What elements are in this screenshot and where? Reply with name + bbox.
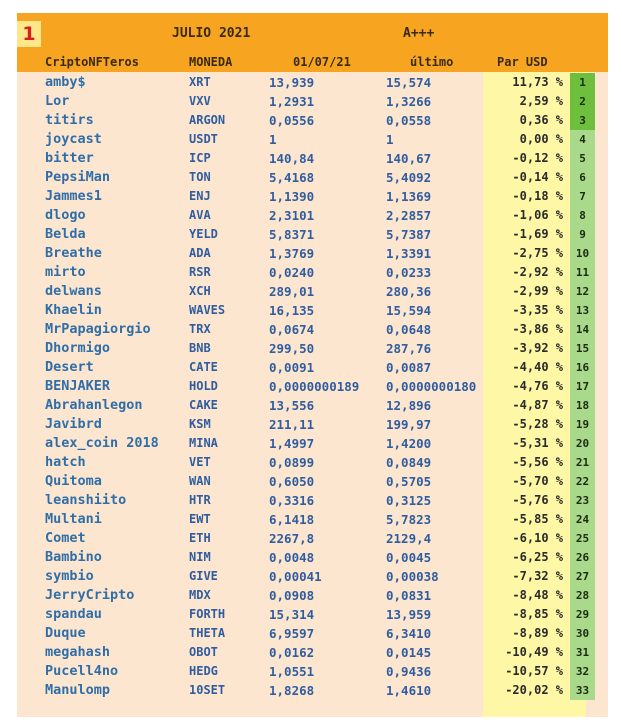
start-price: 211,11 — [269, 417, 315, 432]
table-row — [17, 586, 608, 605]
pct-change: -10,49 % — [505, 645, 563, 659]
rank-number: 16 — [575, 361, 590, 374]
player-name: mirto — [45, 264, 86, 280]
table-row — [17, 624, 608, 643]
rank-number: 4 — [579, 133, 586, 146]
coin-symbol: ICP — [189, 151, 211, 165]
start-price: 0,6050 — [269, 474, 315, 489]
coin-symbol: CAKE — [189, 398, 218, 412]
pct-change: -2,99 % — [512, 284, 563, 298]
start-price: 0,0000000189 — [269, 379, 360, 394]
table-row — [17, 358, 608, 377]
pct-change: -1,69 % — [512, 227, 563, 241]
last-price: 0,00038 — [386, 569, 439, 584]
pct-change: -0,14 % — [512, 170, 563, 184]
table-row — [17, 491, 608, 510]
coin-symbol: HTR — [189, 493, 211, 507]
start-price: 1,4997 — [269, 436, 315, 451]
pct-change: -4,87 % — [512, 398, 563, 412]
player-name: bitter — [45, 150, 94, 166]
table-row — [17, 206, 608, 225]
title-bar — [17, 13, 608, 51]
pct-change: -5,76 % — [512, 493, 563, 507]
player-name: hatch — [45, 454, 86, 470]
start-price: 13,939 — [269, 75, 315, 90]
player-name: Breathe — [45, 245, 102, 261]
pct-change: -7,32 % — [512, 569, 563, 583]
last-price: 5,7387 — [386, 227, 432, 242]
table-row — [17, 567, 608, 586]
coin-symbol: THETA — [189, 626, 226, 640]
rank-number: 24 — [575, 513, 590, 526]
player-name: megahash — [45, 644, 111, 660]
pct-change: 0,36 % — [519, 113, 563, 127]
rank-number: 20 — [575, 437, 590, 450]
last-price: 0,0831 — [386, 588, 432, 603]
coin-symbol: NIM — [189, 550, 211, 564]
pct-change: -5,31 % — [512, 436, 563, 450]
last-price: 199,97 — [386, 417, 432, 432]
last-price: 1 — [386, 132, 394, 147]
last-price: 0,3125 — [386, 493, 432, 508]
coin-symbol: BNB — [189, 341, 211, 355]
table-row — [17, 244, 608, 263]
rank-badge: 1 — [17, 21, 41, 47]
table-row — [17, 453, 608, 472]
coin-symbol: ENJ — [189, 189, 211, 203]
player-name: Abrahanlegon — [45, 397, 143, 413]
player-name: Javibrd — [45, 416, 102, 432]
last-price: 2,2857 — [386, 208, 432, 223]
table-row — [17, 396, 608, 415]
start-price: 1,8268 — [269, 683, 315, 698]
rank-number: 21 — [575, 456, 590, 469]
last-price: 5,4092 — [386, 170, 432, 185]
table-row — [17, 529, 608, 548]
table-row — [17, 111, 608, 130]
player-name: Duque — [45, 625, 86, 641]
coin-symbol: AVA — [189, 208, 211, 222]
rank-number: 10 — [575, 247, 590, 260]
start-price: 1 — [269, 132, 277, 147]
coin-symbol: VET — [189, 455, 211, 469]
pct-change: -8,89 % — [512, 626, 563, 640]
start-price: 1,0551 — [269, 664, 315, 679]
coin-symbol: TRX — [189, 322, 211, 336]
player-name: Lor — [45, 93, 70, 109]
coin-symbol: VXV — [189, 94, 211, 108]
pct-change: -8,85 % — [512, 607, 563, 621]
last-price: 13,959 — [386, 607, 432, 622]
rank-number: 15 — [575, 342, 590, 355]
pct-change: -5,70 % — [512, 474, 563, 488]
pct-change: -3,86 % — [512, 322, 563, 336]
rank-number: 32 — [575, 665, 590, 678]
pct-change: -20,02 % — [505, 683, 563, 697]
last-price: 287,76 — [386, 341, 432, 356]
coin-symbol: USDT — [189, 132, 218, 146]
rank-number: 33 — [575, 684, 590, 697]
pct-change: -4,76 % — [512, 379, 563, 393]
rank-number: 13 — [575, 304, 590, 317]
table-row — [17, 168, 608, 187]
player-name: PepsiMan — [45, 169, 111, 185]
rank-number: 9 — [579, 228, 586, 241]
table-row — [17, 662, 608, 681]
start-price: 6,9597 — [269, 626, 315, 641]
last-price: 280,36 — [386, 284, 432, 299]
rank-number: 14 — [575, 323, 590, 336]
table-row — [17, 225, 608, 244]
table-row — [17, 320, 608, 339]
start-price: 0,0048 — [269, 550, 315, 565]
month-title: JULIO 2021 — [172, 26, 251, 41]
table-row — [17, 643, 608, 662]
pct-change: -3,35 % — [512, 303, 563, 317]
player-name: dlogo — [45, 207, 86, 223]
last-price: 5,7823 — [386, 512, 432, 527]
last-price: 12,896 — [386, 398, 432, 413]
player-name: delwans — [45, 283, 102, 299]
start-price: 15,314 — [269, 607, 315, 622]
player-name: Dhormigo — [45, 340, 111, 356]
start-price: 0,0240 — [269, 265, 315, 280]
last-price: 6,3410 — [386, 626, 432, 641]
start-price: 1,1390 — [269, 189, 315, 204]
rank-number: 25 — [575, 532, 590, 545]
table-row — [17, 472, 608, 491]
coin-symbol: 10SET — [189, 683, 226, 697]
start-price: 299,50 — [269, 341, 315, 356]
coin-symbol: YELD — [189, 227, 218, 241]
rank-number: 6 — [579, 171, 586, 184]
coin-symbol: CATE — [189, 360, 218, 374]
rating-label: A+++ — [403, 26, 435, 41]
start-price: 5,8371 — [269, 227, 315, 242]
start-price: 0,0556 — [269, 113, 315, 128]
header-pct: Par USD — [497, 55, 548, 69]
player-name: Belda — [45, 226, 86, 242]
last-price: 140,67 — [386, 151, 432, 166]
rank-number: 26 — [575, 551, 590, 564]
start-price: 13,556 — [269, 398, 315, 413]
pct-change: -1,06 % — [512, 208, 563, 222]
rank-number: 19 — [575, 418, 590, 431]
rank-number: 8 — [579, 209, 586, 222]
last-price: 2129,4 — [386, 531, 432, 546]
player-name: spandau — [45, 606, 102, 622]
table-row — [17, 681, 608, 700]
player-name: leanshiito — [45, 492, 127, 508]
coin-symbol: XRT — [189, 75, 211, 89]
player-name: MrPapagiorgio — [45, 321, 151, 337]
header-start: 01/07/21 — [293, 55, 351, 69]
coin-symbol: ARGON — [189, 113, 226, 127]
player-name: joycast — [45, 131, 102, 147]
player-name: Manulomp — [45, 682, 111, 698]
start-price: 0,0091 — [269, 360, 315, 375]
last-price: 0,0648 — [386, 322, 432, 337]
pct-change: -0,18 % — [512, 189, 563, 203]
header-coin: MONEDA — [189, 55, 233, 69]
coin-symbol: WAVES — [189, 303, 226, 317]
player-name: titirs — [45, 112, 94, 128]
coin-symbol: ETH — [189, 531, 211, 545]
pct-change: -8,48 % — [512, 588, 563, 602]
rank-number: 11 — [575, 266, 590, 279]
pct-change: 2,59 % — [519, 94, 563, 108]
last-price: 15,574 — [386, 75, 432, 90]
rank-number: 28 — [575, 589, 590, 602]
pct-change: -5,28 % — [512, 417, 563, 431]
pct-change: -6,10 % — [512, 531, 563, 545]
last-price: 0,9436 — [386, 664, 432, 679]
rank-number: 18 — [575, 399, 590, 412]
table-row — [17, 301, 608, 320]
coin-symbol: HEDG — [189, 664, 218, 678]
start-price: 0,0908 — [269, 588, 315, 603]
table-row — [17, 605, 608, 624]
start-price: 2267,8 — [269, 531, 315, 546]
coin-symbol: OBOT — [189, 645, 218, 659]
coin-symbol: KSM — [189, 417, 211, 431]
pct-change: -5,85 % — [512, 512, 563, 526]
pct-change: -5,56 % — [512, 455, 563, 469]
rank-number: 29 — [575, 608, 590, 621]
player-name: BENJAKER — [45, 378, 111, 394]
pct-change: -2,92 % — [512, 265, 563, 279]
player-name: symbio — [45, 568, 94, 584]
start-price: 140,84 — [269, 151, 315, 166]
rank-number: 17 — [575, 380, 590, 393]
table-row — [17, 510, 608, 529]
start-price: 289,01 — [269, 284, 315, 299]
last-price: 1,1369 — [386, 189, 432, 204]
player-name: amby$ — [45, 74, 86, 90]
rank-number: 5 — [579, 152, 586, 165]
rank-number: 31 — [575, 646, 590, 659]
start-price: 0,0162 — [269, 645, 315, 660]
table-row — [17, 415, 608, 434]
last-price: 0,0045 — [386, 550, 432, 565]
start-price: 5,4168 — [269, 170, 315, 185]
ranking-sheet — [17, 13, 608, 717]
header-last: último — [410, 55, 454, 69]
player-name: Desert — [45, 359, 94, 375]
start-price: 16,135 — [269, 303, 315, 318]
table-row — [17, 263, 608, 282]
pct-change: -0,12 % — [512, 151, 563, 165]
coin-symbol: MINA — [189, 436, 218, 450]
last-price: 0,0558 — [386, 113, 432, 128]
pct-change: -4,40 % — [512, 360, 563, 374]
start-price: 6,1418 — [269, 512, 315, 527]
table-row — [17, 548, 608, 567]
coin-symbol: MDX — [189, 588, 211, 602]
player-name: Comet — [45, 530, 86, 546]
last-price: 0,0000000180 — [386, 379, 477, 394]
start-price: 1,3769 — [269, 246, 315, 261]
table-row — [17, 339, 608, 358]
table-row — [17, 130, 608, 149]
pct-change: -6,25 % — [512, 550, 563, 564]
pct-change: -3,92 % — [512, 341, 563, 355]
rank-number: 27 — [575, 570, 590, 583]
player-name: Bambino — [45, 549, 102, 565]
rank-number: 1 — [579, 76, 586, 89]
pct-change: 11,73 % — [512, 75, 563, 89]
table-row — [17, 187, 608, 206]
coin-symbol: ADA — [189, 246, 211, 260]
start-price: 0,0899 — [269, 455, 315, 470]
rank-number: 23 — [575, 494, 590, 507]
coin-symbol: EWT — [189, 512, 211, 526]
start-price: 1,2931 — [269, 94, 315, 109]
table-row — [17, 434, 608, 453]
player-name: JerryCripto — [45, 587, 135, 603]
player-name: Quitoma — [45, 473, 102, 489]
pct-change: -10,57 % — [505, 664, 563, 678]
coin-symbol: TON — [189, 170, 211, 184]
coin-symbol: GIVE — [189, 569, 218, 583]
last-price: 1,3266 — [386, 94, 432, 109]
coin-symbol: XCH — [189, 284, 211, 298]
last-price: 1,3391 — [386, 246, 432, 261]
coin-symbol: FORTH — [189, 607, 226, 621]
rank-number: 30 — [575, 627, 590, 640]
start-price: 0,0674 — [269, 322, 315, 337]
coin-symbol: RSR — [189, 265, 211, 279]
rank-number: 7 — [579, 190, 586, 203]
rank-number: 2 — [579, 95, 586, 108]
table-row — [17, 73, 608, 92]
start-price: 0,00041 — [269, 569, 322, 584]
player-name: Jammes1 — [45, 188, 102, 204]
last-price: 0,0087 — [386, 360, 432, 375]
start-price: 2,3101 — [269, 208, 315, 223]
header-name: CriptoNFTeros — [45, 55, 139, 69]
last-price: 0,0145 — [386, 645, 432, 660]
coin-symbol: HOLD — [189, 379, 218, 393]
table-row — [17, 92, 608, 111]
last-price: 0,0233 — [386, 265, 432, 280]
coin-symbol: WAN — [189, 474, 211, 488]
table-row — [17, 282, 608, 301]
player-name: Pucell4no — [45, 663, 119, 679]
table-row — [17, 149, 608, 168]
last-price: 1,4200 — [386, 436, 432, 451]
start-price: 0,3316 — [269, 493, 315, 508]
rank-number: 12 — [575, 285, 590, 298]
pct-change: 0,00 % — [519, 132, 563, 146]
table-row — [17, 377, 608, 396]
last-price: 15,594 — [386, 303, 432, 318]
player-name: Khaelin — [45, 302, 102, 318]
player-name: alex_coin 2018 — [45, 435, 159, 451]
last-price: 0,5705 — [386, 474, 432, 489]
player-name: Multani — [45, 511, 102, 527]
last-price: 1,4610 — [386, 683, 432, 698]
last-price: 0,0849 — [386, 455, 432, 470]
pct-change: -2,75 % — [512, 246, 563, 260]
rank-number: 22 — [575, 475, 590, 488]
rank-number: 3 — [579, 114, 586, 127]
